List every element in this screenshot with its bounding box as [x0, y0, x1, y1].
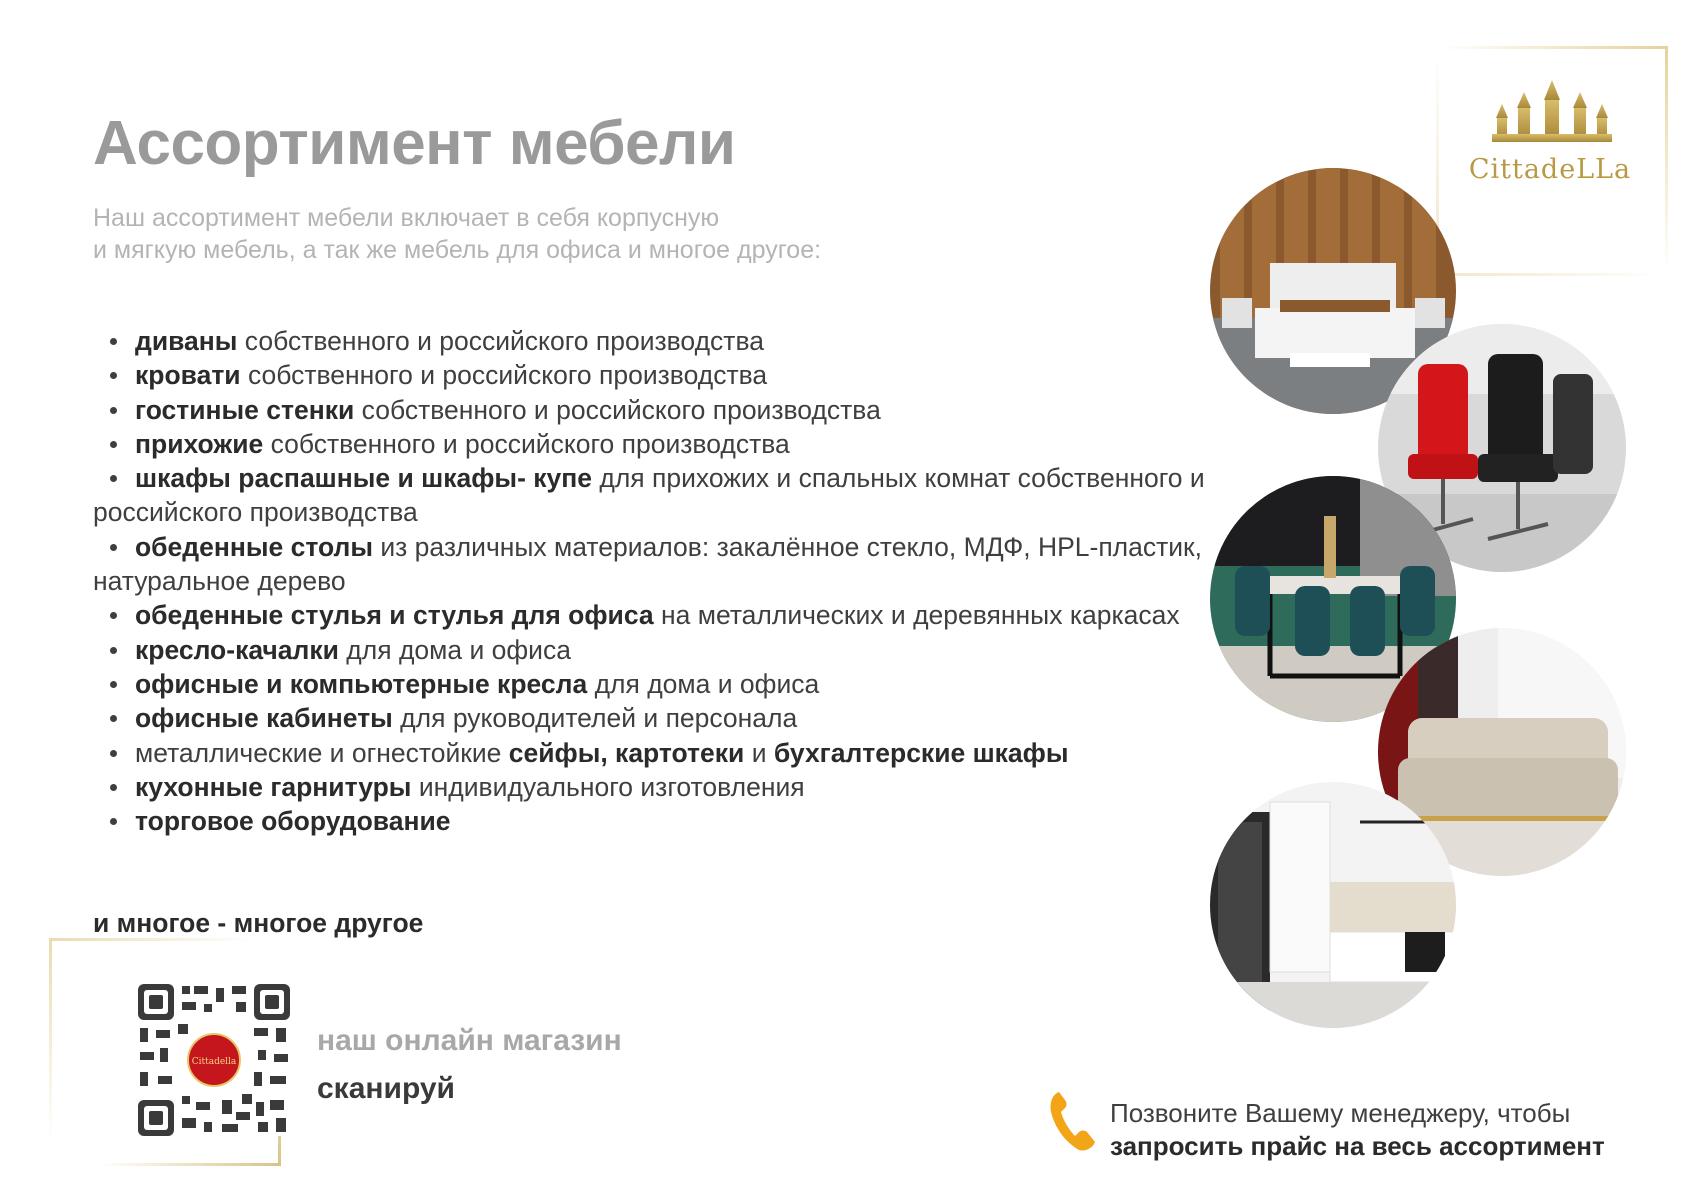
- qr-code[interactable]: [138, 984, 290, 1136]
- list-item: кухонные гарнитуры индивидуального изготовления: [93, 770, 1213, 804]
- list-item: шкафы распашные и шкафы- купе для прихожих и спальных комнат собственного и российского производства: [93, 461, 1213, 530]
- brand-name: CittadeLLa: [1468, 154, 1632, 185]
- intro-line-1: Наш ассортимент мебели включает в себя корпусную: [93, 204, 720, 232]
- list-item: диваны собственного и российского производства: [93, 324, 1213, 358]
- shop-label: наш онлайн магазин: [317, 1024, 622, 1057]
- scan-label: сканируй: [317, 1072, 456, 1105]
- contact-text: Позвоните Вашему менеджеру, чтобы: [1110, 1098, 1571, 1128]
- phone-icon: [1049, 1090, 1099, 1152]
- list-item: торговое оборудование: [93, 804, 1213, 838]
- page-title: Ассортимент мебели: [93, 109, 736, 178]
- intro-text: [93, 202, 993, 266]
- list-item: кровати собственного и российского производства: [93, 358, 1213, 392]
- list-item: обеденные стулья и стулья для офиса на металлических и деревянных каркасах: [93, 598, 1213, 632]
- list-item: офисные кабинеты для руководителей и персонала: [93, 701, 1213, 735]
- list-item: обеденные столы из различных материалов: закалённое стекло, МДФ, HPL-пластик, натуральное дерево: [93, 530, 1213, 599]
- assortment-list: [93, 324, 1213, 838]
- qr-center-label: Cittadella: [191, 1057, 237, 1067]
- contact-cta: запросить прайс на весь ассортимент: [1110, 1131, 1605, 1161]
- closing-text: и многое - многое другое: [93, 908, 424, 938]
- list-item: гостиные стенки собственного и российского производства: [93, 393, 1213, 427]
- list-item: кресло-качалки для дома и офиса: [93, 633, 1213, 667]
- kitchen-photo: [1210, 782, 1456, 1028]
- list-item: офисные и компьютерные кресла для дома и офиса: [93, 667, 1213, 701]
- list-item: прихожие собственного и российского производства: [93, 427, 1213, 461]
- list-item: металлические и огнестойкие сейфы, картотеки и бухгалтерские шкафы: [93, 736, 1213, 770]
- intro-line-2: и мягкую мебель, а так же мебель для офиса и многое другое:: [93, 236, 822, 264]
